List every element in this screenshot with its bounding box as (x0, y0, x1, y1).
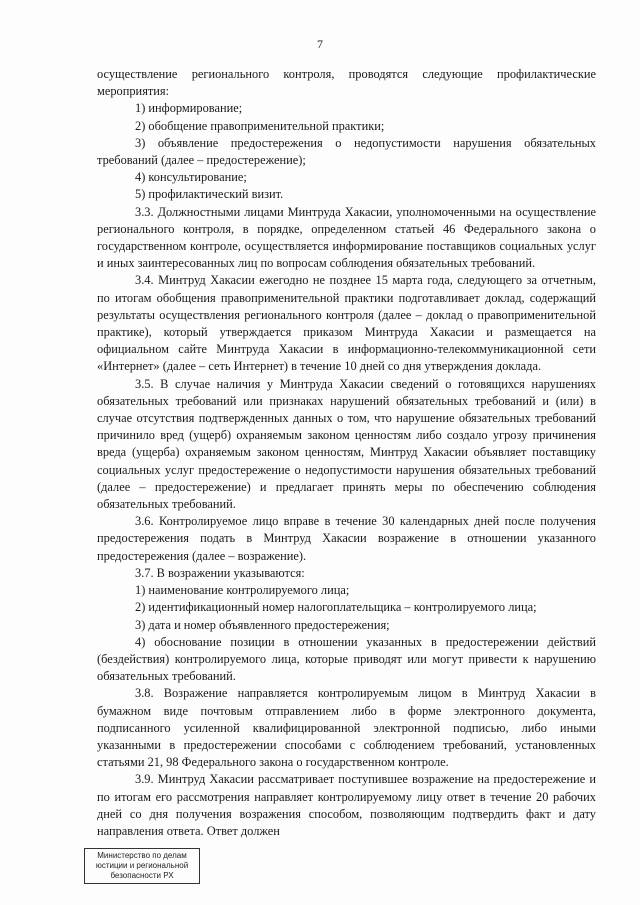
document-body (97, 66, 596, 840)
registration-stamp (84, 848, 200, 884)
page-number: 7 (317, 37, 323, 51)
paragraph: 3.4. Минтруд Хакасии ежегодно не позднее 15 марта года, следующего за отчетным, по итогам обобщения правоприменительной практики подготавливает доклад, содержащий результаты осуществления регионального контроля (далее – доклад о правоприменительной практике), который утверждается приказом Минтруда Хакасии и размещается на официальном сайте Минтруда Хакасии в информационно-телекоммуникационной сети «Интернет» (далее – сеть Интернет) в течение 10 дней со дня утверждения доклада. (97, 273, 596, 374)
paragraph: 4) обоснование позиции в отношении указанных в предостережении действий (бездействия) контролируемого лица, которые приводят или могут привести к нарушению обязательных требований. (97, 634, 596, 684)
list-item: 4) консультирование; (135, 170, 247, 185)
paragraph: 3.8. Возражение направляется контролируемым лицом в Минтруд Хакасии в бумажном виде почтовым отправлением либо в форме электронного документа, подписанного усиленной квалифицированной электронной подписью, либо иными указанными в предостережении способами с соблюдением требований, установленных статьями 21, 98 Федерального закона о государственном контроле. (97, 686, 596, 770)
paragraph: 3.6. Контролируемое лицо вправе в течение 30 календарных дней после получения предостережения подать в Минтруд Хакасии возражение в отношении указанного предостережения (далее – возражение). (97, 514, 596, 563)
paragraph: 3.5. В случае наличия у Минтруда Хакасии сведений о готовящихся нарушениях обязательных требований или признаках нарушений обязательных требований и (или) в случае отсутствия подтвержденных данных о том, что нарушение обязательных требований причинило вред (ущерб) охраняемым законом ценностям либо создало угрозу причинения вреда (ущерба) охраняемым законом ценностям, Минтруд Хакасии объявляет поставщику социальных услуг предостережение о недопустимости нарушения обязательных требований (далее – предостережение) и предлагает принять меры по обеспечению соблюдения обязательных требований. (97, 376, 596, 512)
paragraph: 3) объявление предостережения о недопустимости нарушения обязательных требований (далее – предостережение); (97, 135, 596, 168)
list-item: 1) наименование контролируемого лица; (135, 583, 350, 598)
paragraph: 3.3. Должностными лицами Минтруда Хакасии, уполномоченными на осуществление регионального контроля, в порядке, определенном статьей 46 Федерального закона о государственном контроле, осуществляется информирование поставщиков социальных услуг и иных заинтересованных лиц по вопросам соблюдения обязательных требований. (97, 204, 596, 271)
stamp-line: Министерство по делам (97, 851, 187, 860)
stamp-line: безопасности РХ (110, 871, 174, 880)
paragraph: 3.9. Минтруд Хакасии рассматривает поступившее возражение на предостережение и по итогам его рассмотрения направляет контролируемому лицу ответ в течение 20 рабочих дней со дня получения возражения способом, позволяющим подтвердить факт и дату направления ответа. Ответ должен (97, 772, 596, 838)
list-item: 3) дата и номер объявленного предостережения; (135, 617, 390, 632)
list-item: 1) информирование; (135, 101, 243, 116)
paragraph: осуществление регионального контроля, проводятся следующие профилактические мероприятия: (97, 67, 596, 99)
stamp-line: юстиции и региональной (95, 861, 189, 870)
list-item: 3.7. В возражении указываются: (135, 565, 305, 580)
list-item: 2) обобщение правоприменительной практики; (135, 118, 385, 133)
list-item: 5) профилактический визит. (135, 187, 284, 202)
list-item: 2) идентификационный номер налогоплательщика – контролируемого лица; (135, 600, 537, 615)
